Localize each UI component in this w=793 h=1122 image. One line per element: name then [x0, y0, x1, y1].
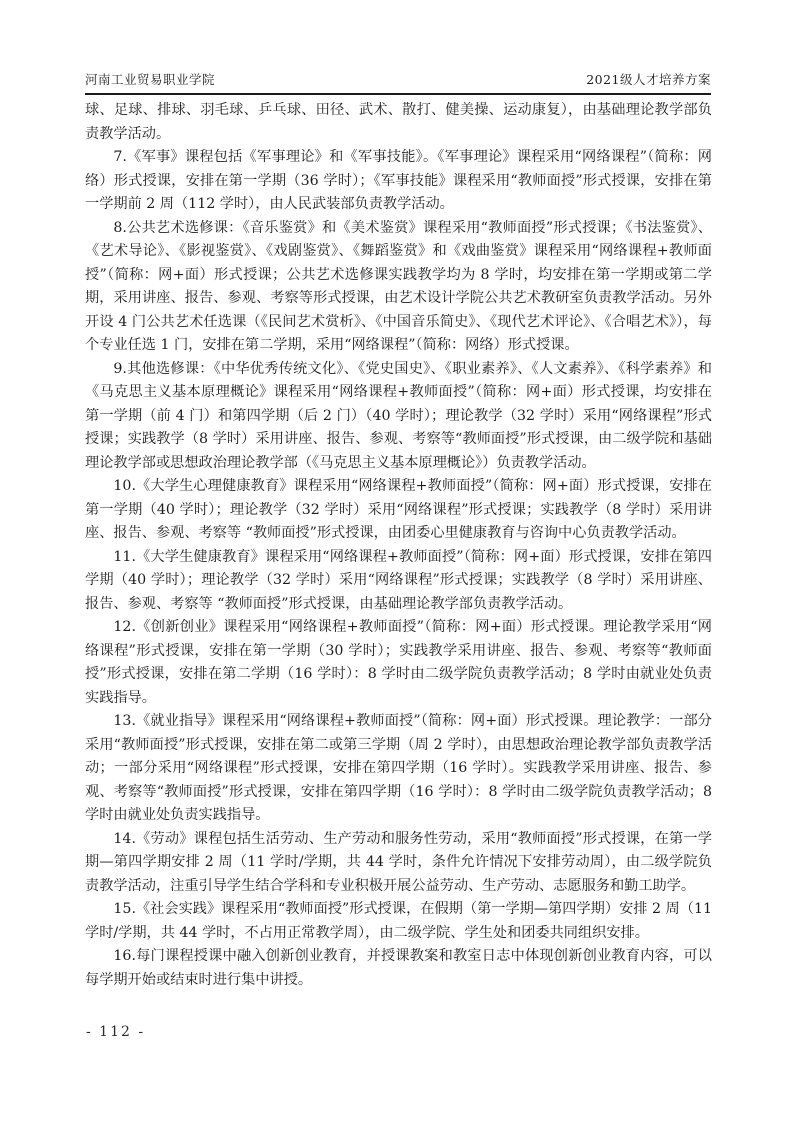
- body-paragraph-10: 10.《大学生心理健康教育》课程采用“网络课程+教师面授”（简称：网+面）形式授课，安排在第一学期（40 学时）；理论教学（32 学时）采用“网络课程”形式授课；实践教学（8 学时）采用讲座、报告、参观、考察等 “教师面授”形式授课，由团委心里健康教育与咨询中心负责教学活动。: [85, 478, 712, 541]
- body-paragraph-12: 12.《创新创业》课程采用“网络课程+教师面授”（简称：网+面）形式授课。理论教学采用“网络课程”形式授课，安排在第一学期（30 学时）；实践教学采用讲座、报告、参观、考察等“教师面授”形式授课，安排在第二学期（16 学时）：8 学时由二级学院负责教学活动；8 学时由就业处负责实践指导。: [85, 619, 712, 706]
- body-paragraph-13: 13.《就业指导》课程采用“网络课程+教师面授”（简称：网+面）形式授课。理论教学：一部分采用“教师面授”形式授课，安排在第二或第三学期（周 2 学时），由思想政治理论教学部负责教学活动；一部分采用“网络课程”形式授课，安排在第四学期（16 学时）。实践教学采用讲座、报告、参观、考察等“教师面授”形式授课，安排在第四学期（16 学时）：8 学时由二级学院负责教学活动；8 学时由就业处负责实践指导。: [85, 713, 712, 823]
- document-body: [85, 99, 712, 992]
- body-paragraph-14: 14.《劳动》课程包括生活劳动、生产劳动和服务性劳动，采用“教师面授”形式授课，在第一学期—第四学期安排 2 周（11 学时/学期，共 44 学时，条件允许情况下安排劳动周），由二级学院负责教学活动，注重引导学生结合学科和专业积极开展公益劳动、生产劳动、志愿服务和勤工助学。: [85, 830, 712, 894]
- header-doc-title: 2021级人才培养方案: [586, 72, 711, 87]
- body-paragraph-7: 7.《军事》课程包括《军事理论》和《军事技能》。《军事理论》课程采用“网络课程”（简称：网络）形式授课，安排在第一学期（36 学时）；《军事技能》课程采用“教师面授”形式授课，安排在第一学期前 2 周（112 学时），由人民武装部负责教学活动。: [85, 149, 712, 212]
- body-paragraph-16: 16.每门课程授课中融入创新创业教育，并授课教案和教室日志中体现创新创业教育内容，可以每学期开始或结束时进行集中讲授。: [85, 948, 712, 988]
- header-school-name: 河南工业贸易职业学院: [85, 72, 216, 87]
- page-number: - 112 -: [86, 1024, 146, 1040]
- body-paragraph-11: 11.《大学生健康教育》课程采用“网络课程+教师面授”（简称：网+面）形式授课，安排在第四学期（40 学时）；理论教学（32 学时）采用“网络课程”形式授课；实践教学（8 学时）采用讲座、报告、参观、考察等 “教师面授”形式授课，由基础理论教学部负责教学活动。: [85, 548, 712, 612]
- body-paragraph-15: 15.《社会实践》课程采用“教师面授”形式授课，在假期（第一学期—第四学期）安排 2 周（11 学时/学期，共 44 学时，不占用正常教学周），由二级学院、学生处和团委共同组织安排。: [85, 901, 712, 941]
- body-paragraph-9: 9.其他选修课：《中华优秀传统文化》、《党史国史》、《职业素养》、《人文素养》、《科学素养》和《马克思主义基本原理概论》课程采用“网络课程+教师面授”（简称：网+面）形式授课，均安排在第一学期（前 4 门）和第四学期（后 2 门）（40 学时）；理论教学（32 学时）采用“网络课程”形式授课；实践教学（8 学时）采用讲座、报告、参观、考察等“教师面授”形式授课，由二级学院和基础理论教学部或思想政治理论教学部（《马克思主义基本原理概论》）负责教学活动。: [85, 360, 712, 471]
- body-paragraph-continuation: 球、足球、排球、羽毛球、乒乓球、田径、武术、散打、健美操、运动康复），由基础理论教学部负责教学活动。: [85, 102, 712, 142]
- page-header: [85, 70, 711, 95]
- body-paragraph-8: 8.公共艺术选修课：《音乐鉴赏》和《美术鉴赏》课程采用“教师面授”形式授课；《书法鉴赏》、《艺术导论》、《影视鉴赏》、《戏剧鉴赏》、《舞蹈鉴赏》和《戏曲鉴赏》课程采用“网络课程+教师面授”（简称：网+面）形式授课；公共艺术选修课实践教学均为 8 学时，均安排在第一学期或第二学期，采用讲座、报告、参观、考察等形式授课，由艺术设计学院公共艺术教研室负责教学活动。另外开设 4 门公共艺术任选课（《民间艺术赏析》、《中国音乐简史》、《现代艺术评论》、《合唱艺术》），每个专业任选 1 门，安排在第二学期，采用“网络课程”（简称：网络）形式授课。: [85, 219, 712, 353]
